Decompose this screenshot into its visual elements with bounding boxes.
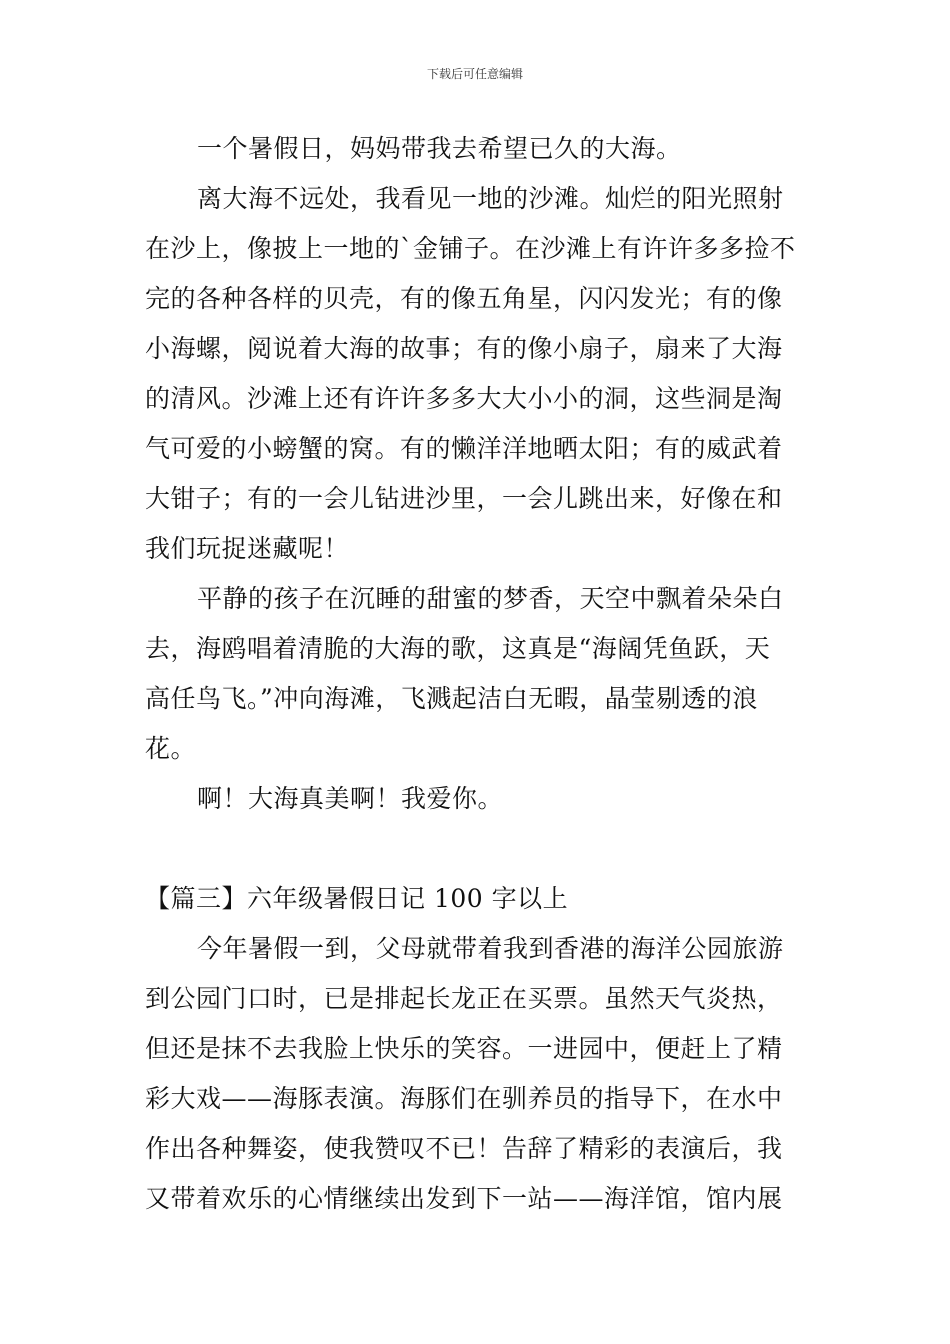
text-line: 离大海不远处，我看见一地的沙滩。灿烂的阳光照射 xyxy=(197,184,784,213)
paragraph-3 xyxy=(145,574,810,774)
text-line: 今年暑假一到，父母就带着我到香港的海洋公园旅游 xyxy=(197,934,784,963)
article-body xyxy=(145,124,810,1224)
text-line: 花。 xyxy=(145,734,197,763)
text-line: 啊！大海真美啊！我爱你。 xyxy=(197,784,504,813)
text-line: 平静的孩子在沉睡的甜蜜的梦香，天空中飘着朵朵白 xyxy=(197,584,784,613)
text-line: 小海螺，阅说着大海的故事；有的像小扇子，扇来了大海 xyxy=(145,334,783,363)
section-heading: 【篇三】六年级暑假日记 100 字以上 xyxy=(145,884,569,913)
text-line: 的清风。沙滩上还有许许多多大大小小的洞，这些洞是淘 xyxy=(145,384,783,413)
text-line: 又带着欢乐的心情继续出发到下一站——海洋馆，馆内展 xyxy=(145,1184,783,1213)
text-line: 大钳子；有的一会儿钻进沙里，一会儿跳出来，好像在和 xyxy=(145,484,783,513)
text-line: 在沙上，像披上一地的`金铺子。在沙滩上有许许多多捡不 xyxy=(145,234,796,263)
text-line: 一个暑假日，妈妈带我去希望已久的大海。 xyxy=(197,134,682,163)
page-header-note: 下载后可任意编辑 xyxy=(426,67,523,81)
text-line: 气可爱的小螃蟹的窝。有的懒洋洋地晒太阳；有的威武着 xyxy=(145,434,783,463)
text-line: 高任鸟飞。”冲向海滩，飞溅起洁白无暇，晶莹剔透的浪 xyxy=(145,684,758,713)
paragraph-5 xyxy=(145,924,810,1224)
text-line: 但还是抹不去我脸上快乐的笑容。一进园中，便赶上了精 xyxy=(145,1034,783,1063)
paragraph-1 xyxy=(145,124,810,174)
text-line: 去，海鸥唱着清脆的大海的歌，这真是“海阔凭鱼跃，天 xyxy=(145,634,771,663)
paragraph-2 xyxy=(145,174,810,574)
text-line: 到公园门口时，已是排起长龙正在买票。虽然天气炎热， xyxy=(145,984,783,1013)
paragraph-4 xyxy=(145,774,810,824)
text-line: 完的各种各样的贝壳，有的像五角星，闪闪发光；有的像 xyxy=(145,284,783,313)
text-line: 我们玩捉迷藏呢！ xyxy=(145,534,350,563)
text-line: 作出各种舞姿，使我赞叹不已！告辞了精彩的表演后，我 xyxy=(145,1134,783,1163)
text-line: 彩大戏——海豚表演。海豚们在驯养员的指导下，在水中 xyxy=(145,1084,783,1113)
